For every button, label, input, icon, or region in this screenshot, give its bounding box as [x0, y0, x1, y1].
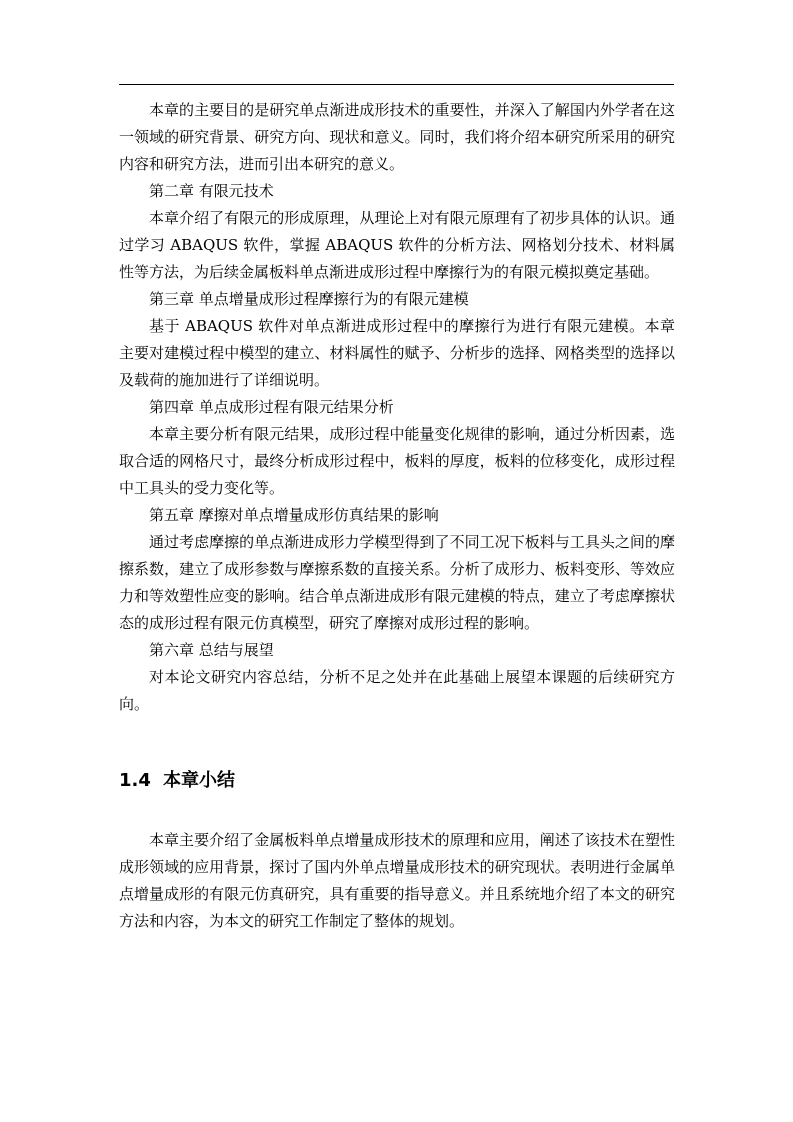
chapter-4-heading: 第四章 单点成形过程有限元结果分析	[149, 398, 394, 416]
chapter-3-text: 基于 ABAQUS 软件对单点渐进成形过程中的摩擦行为进行有限元建模。本章主要对建模过程中模型的建立、材料属性的赋予、分析步的选择、网格类型的选择以及载荷的施加进行了详细说明。	[119, 317, 675, 389]
summary-paragraph: 本章主要介绍了金属板料单点增量成形技术的原理和应用，阐述了该技术在塑性成形领域的应用背景，探讨了国内外单点增量成形技术的研究现状。表明进行金属单点增量成形的有限元仿真研究，具有重要的指导意义。并且系统地介绍了本文的研究方法和内容，为本文的研究工作制定了整体的规划。	[119, 831, 675, 930]
intro-paragraph: 本章的主要目的是研究单点渐进成形技术的重要性，并深入了解国内外学者在这一领域的研究背景、研究方向、现状和意义。同时，我们将介绍本研究所采用的研究内容和研究方法，进而引出本研究的意义。	[119, 101, 675, 173]
section-title: 本章小结	[163, 770, 235, 791]
chapter-3-heading: 第三章 单点增量成形过程摩擦行为的有限元建模	[149, 290, 469, 308]
section-summary	[119, 827, 675, 935]
chapter-4-text: 本章主要分析有限元结果，成形过程中能量变化规律的影响，通过分析因素，选取合适的网格尺寸，最终分析成形过程中，板料的厚度，板料的位移变化，成形过程中工具头的受力变化等。	[119, 425, 675, 497]
chapter-5-heading: 第五章 摩擦对单点增量成形仿真结果的影响	[149, 506, 439, 524]
chapter-6-text: 对本论文研究内容总结，分析不足之处并在此基础上展望本课题的后续研究方向。	[119, 668, 675, 713]
section-number: 1.4	[119, 770, 151, 791]
chapter-2-text: 本章介绍了有限元的形成原理，从理论上对有限元原理有了初步具体的认识。通过学习 ABAQUS 软件，掌握 ABAQUS 软件的分析方法、网格划分技术、材料属性等方法，为后续金属板料单点渐进成形过程中摩擦行为的有限元模拟奠定基础。	[119, 209, 675, 281]
chapter-5-text: 通过考虑摩擦的单点渐进成形力学模型得到了不同工况下板料与工具头之间的摩擦系数，建立了成形参数与摩擦系数的直接关系。分析了成形力、板料变形、等效应力和等效塑性应变的影响。结合单点渐进成形有限元建模的特点，建立了考虑摩擦状态的成形过程有限元仿真模型，研究了摩擦对成形过程的影响。	[119, 533, 675, 632]
chapter-6-heading: 第六章 总结与展望	[149, 641, 274, 659]
section-heading	[119, 766, 235, 796]
chapter-2-heading: 第二章 有限元技术	[149, 182, 274, 200]
header-rule	[119, 84, 674, 85]
chapter-overview	[119, 97, 675, 718]
